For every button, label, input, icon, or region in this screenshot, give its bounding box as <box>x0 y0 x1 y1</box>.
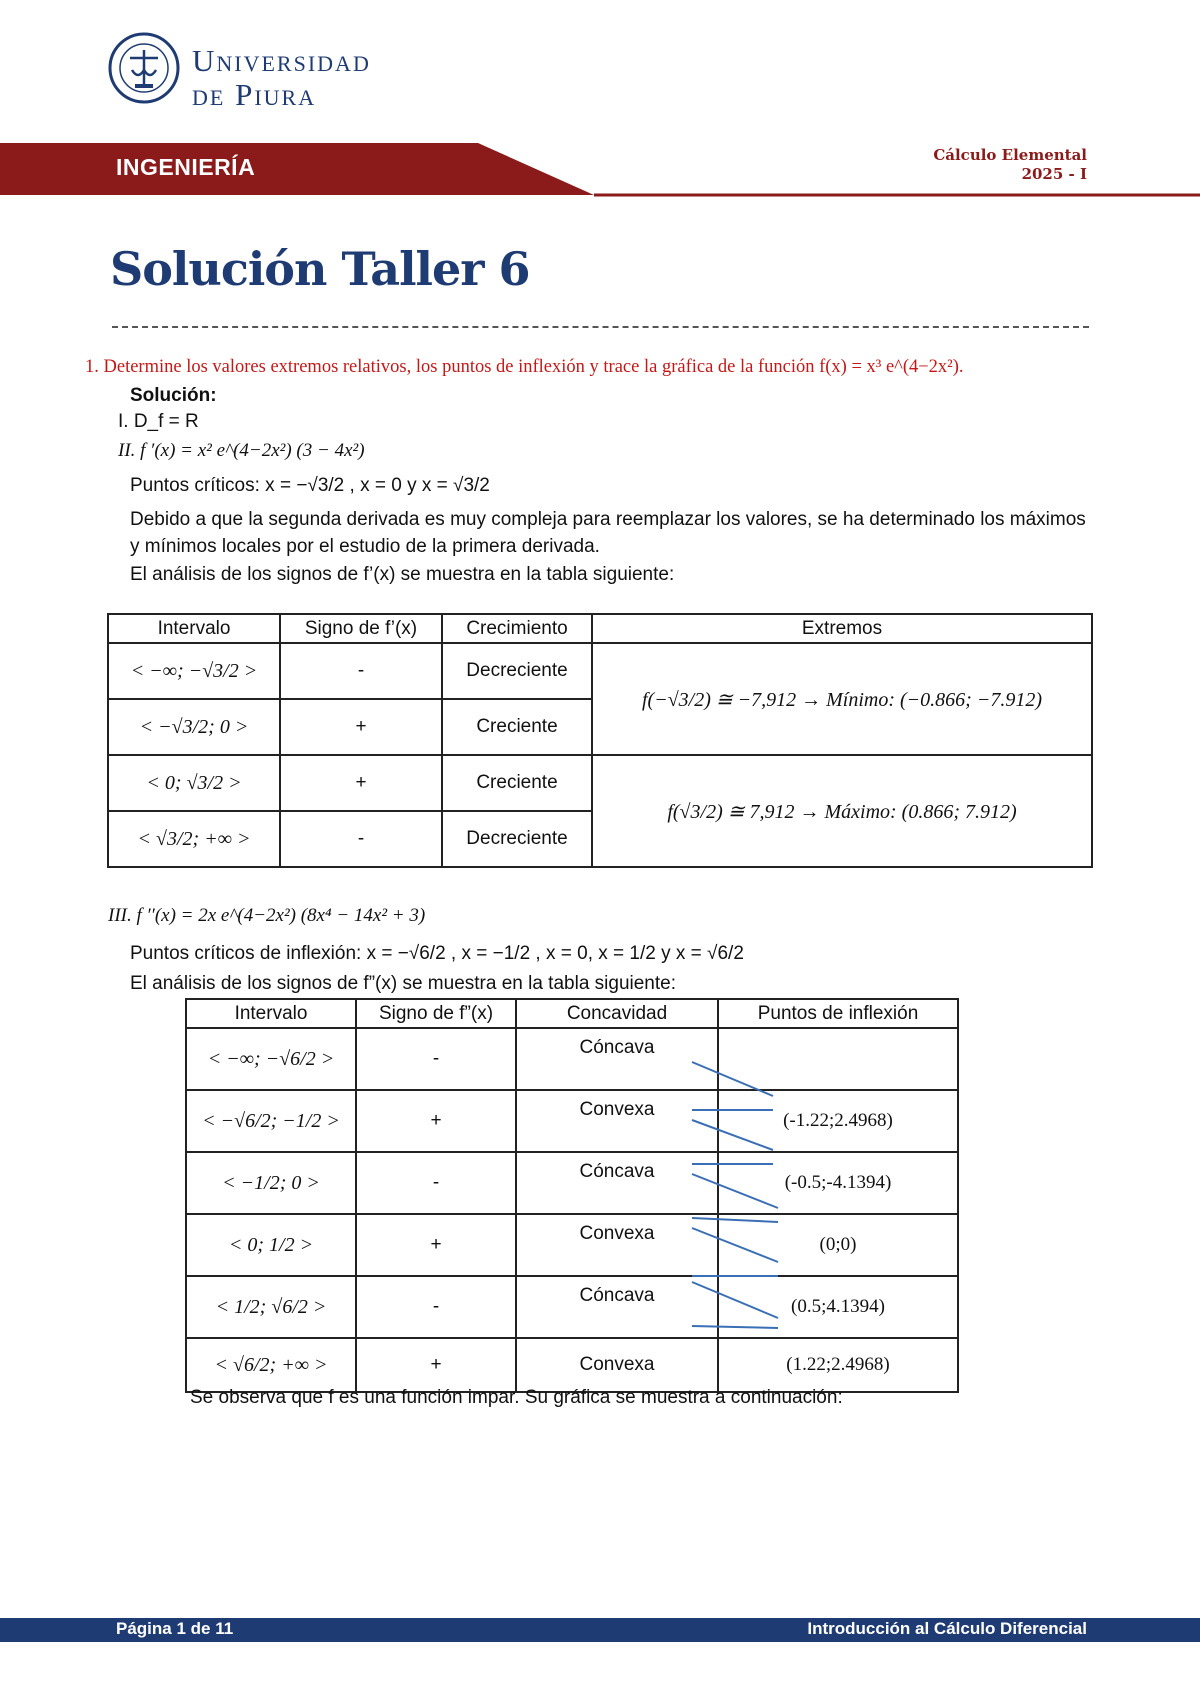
table-header: Puntos de inflexión <box>718 999 958 1028</box>
table-header: Signo de f’(x) <box>280 614 442 643</box>
annotation-line <box>692 1282 778 1318</box>
interval-cell: < √3/2; +∞ > <box>108 811 280 867</box>
growth-cell: Creciente <box>442 755 592 811</box>
interval-cell: < √6/2; +∞ > <box>186 1338 356 1392</box>
inflection-critical-points: Puntos críticos de inflexión: x = −√6/2 , x = −1/2 , x = 0, x = 1/2 y x = √6/2 <box>130 943 744 964</box>
university-name-line2: de Piura <box>192 77 317 112</box>
sign-cell: + <box>356 1338 516 1392</box>
growth-cell: Decreciente <box>442 643 592 699</box>
interval-cell: < 0; 1/2 > <box>186 1214 356 1276</box>
critical-points: Puntos críticos: x = −√3/2 , x = 0 y x = √3/2 <box>130 475 490 496</box>
course-term: 2025 - I <box>1021 165 1087 183</box>
analysis-paragraph: Debido a que la segunda derivada es muy compleja para reemplazar los valores, se ha determinado los máximos y mínimos locales por el estudio de la primera derivada. <box>130 509 1086 557</box>
table-header: Extremos <box>592 614 1092 643</box>
concavity-cell: Convexa <box>516 1214 718 1276</box>
interval-cell: < −√3/2; 0 > <box>108 699 280 755</box>
inflection-point-cell: (-1.22;2.4968) <box>718 1090 958 1152</box>
course-name: Cálculo Elemental <box>933 146 1087 164</box>
sign-cell: - <box>280 811 442 867</box>
interval-cell: < 1/2; √6/2 > <box>186 1276 356 1338</box>
table-header: Intervalo <box>108 614 280 643</box>
concavity-cell: Cóncava <box>516 1276 718 1338</box>
annotation-line <box>692 1218 778 1222</box>
solution-label: Solución: <box>130 385 217 406</box>
inflection-point-cell: (0.5;4.1394) <box>718 1276 958 1338</box>
extreme-min-cell: f(−√3/2) ≅ −7,912 → Mínimo: (−0.866; −7.912) <box>592 643 1092 755</box>
sign-cell: - <box>356 1276 516 1338</box>
faculty-label: INGENIERÍA <box>116 154 256 180</box>
page-title: Solución Taller 6 <box>110 242 530 296</box>
footer-subject: Introducción al Cálculo Diferencial <box>807 1619 1087 1638</box>
inflection-point-cell: (0;0) <box>718 1214 958 1276</box>
interval-cell: < −1/2; 0 > <box>186 1152 356 1214</box>
growth-cell: Creciente <box>442 699 592 755</box>
table-header: Concavidad <box>516 999 718 1028</box>
concavity-cell: Cóncava <box>516 1028 718 1090</box>
interval-cell: < −∞; −√3/2 > <box>108 643 280 699</box>
interval-cell: < 0; √3/2 > <box>108 755 280 811</box>
concavity-cell: Convexa <box>516 1338 718 1392</box>
interval-cell: < −√6/2; −1/2 > <box>186 1090 356 1152</box>
page-number: Página 1 de 11 <box>116 1619 234 1638</box>
table-header: Signo de f”(x) <box>356 999 516 1028</box>
annotation-line <box>692 1120 773 1150</box>
sign-cell: - <box>356 1028 516 1090</box>
concavity-cell: Convexa <box>516 1090 718 1152</box>
inflection-point-cell: (1.22;2.4968) <box>718 1338 958 1392</box>
problem-number: 1. <box>85 357 99 377</box>
annotation-line <box>692 1228 778 1262</box>
table-header: Intervalo <box>186 999 356 1028</box>
sign-cell: + <box>356 1214 516 1276</box>
annotation-line <box>692 1326 778 1328</box>
sign-cell: + <box>356 1090 516 1152</box>
inflection-point-cell: (-0.5;-4.1394) <box>718 1152 958 1214</box>
interval-cell: < −∞; −√6/2 > <box>186 1028 356 1090</box>
annotation-line <box>692 1062 773 1096</box>
table2-intro: El análisis de los signos de f”(x) se muestra en la tabla siguiente: <box>130 973 676 994</box>
sign-cell: + <box>280 755 442 811</box>
table-header: Crecimiento <box>442 614 592 643</box>
annotation-line <box>692 1174 778 1208</box>
step-ii-first-derivative: II. f ′(x) = x² e^(4−2x²) (3 − 4x²) <box>118 440 365 461</box>
sign-cell: + <box>280 699 442 755</box>
university-name-line1: Universidad <box>192 43 371 78</box>
sign-cell: - <box>356 1152 516 1214</box>
concavity-cell: Cóncava <box>516 1152 718 1214</box>
table1-intro: El análisis de los signos de f’(x) se muestra en la tabla siguiente: <box>130 564 675 585</box>
step-i-domain: I. D_f = R <box>118 411 199 432</box>
problem-text: Determine los valores extremos relativos, los puntos de inflexión y trace la gráfica de la función f(x) = x³ e^(4−2x²). <box>103 357 964 377</box>
step-iii-second-derivative: III. f ′′(x) = 2x e^(4−2x²) (8x⁴ − 14x² + 3) <box>108 905 426 926</box>
growth-cell: Decreciente <box>442 811 592 867</box>
extreme-max-cell: f(√3/2) ≅ 7,912 → Máximo: (0.866; 7.912) <box>592 755 1092 867</box>
conclusion-text: Se observa que f es una función impar. Su gráfica se muestra a continuación: <box>190 1387 843 1408</box>
sign-cell: - <box>280 643 442 699</box>
